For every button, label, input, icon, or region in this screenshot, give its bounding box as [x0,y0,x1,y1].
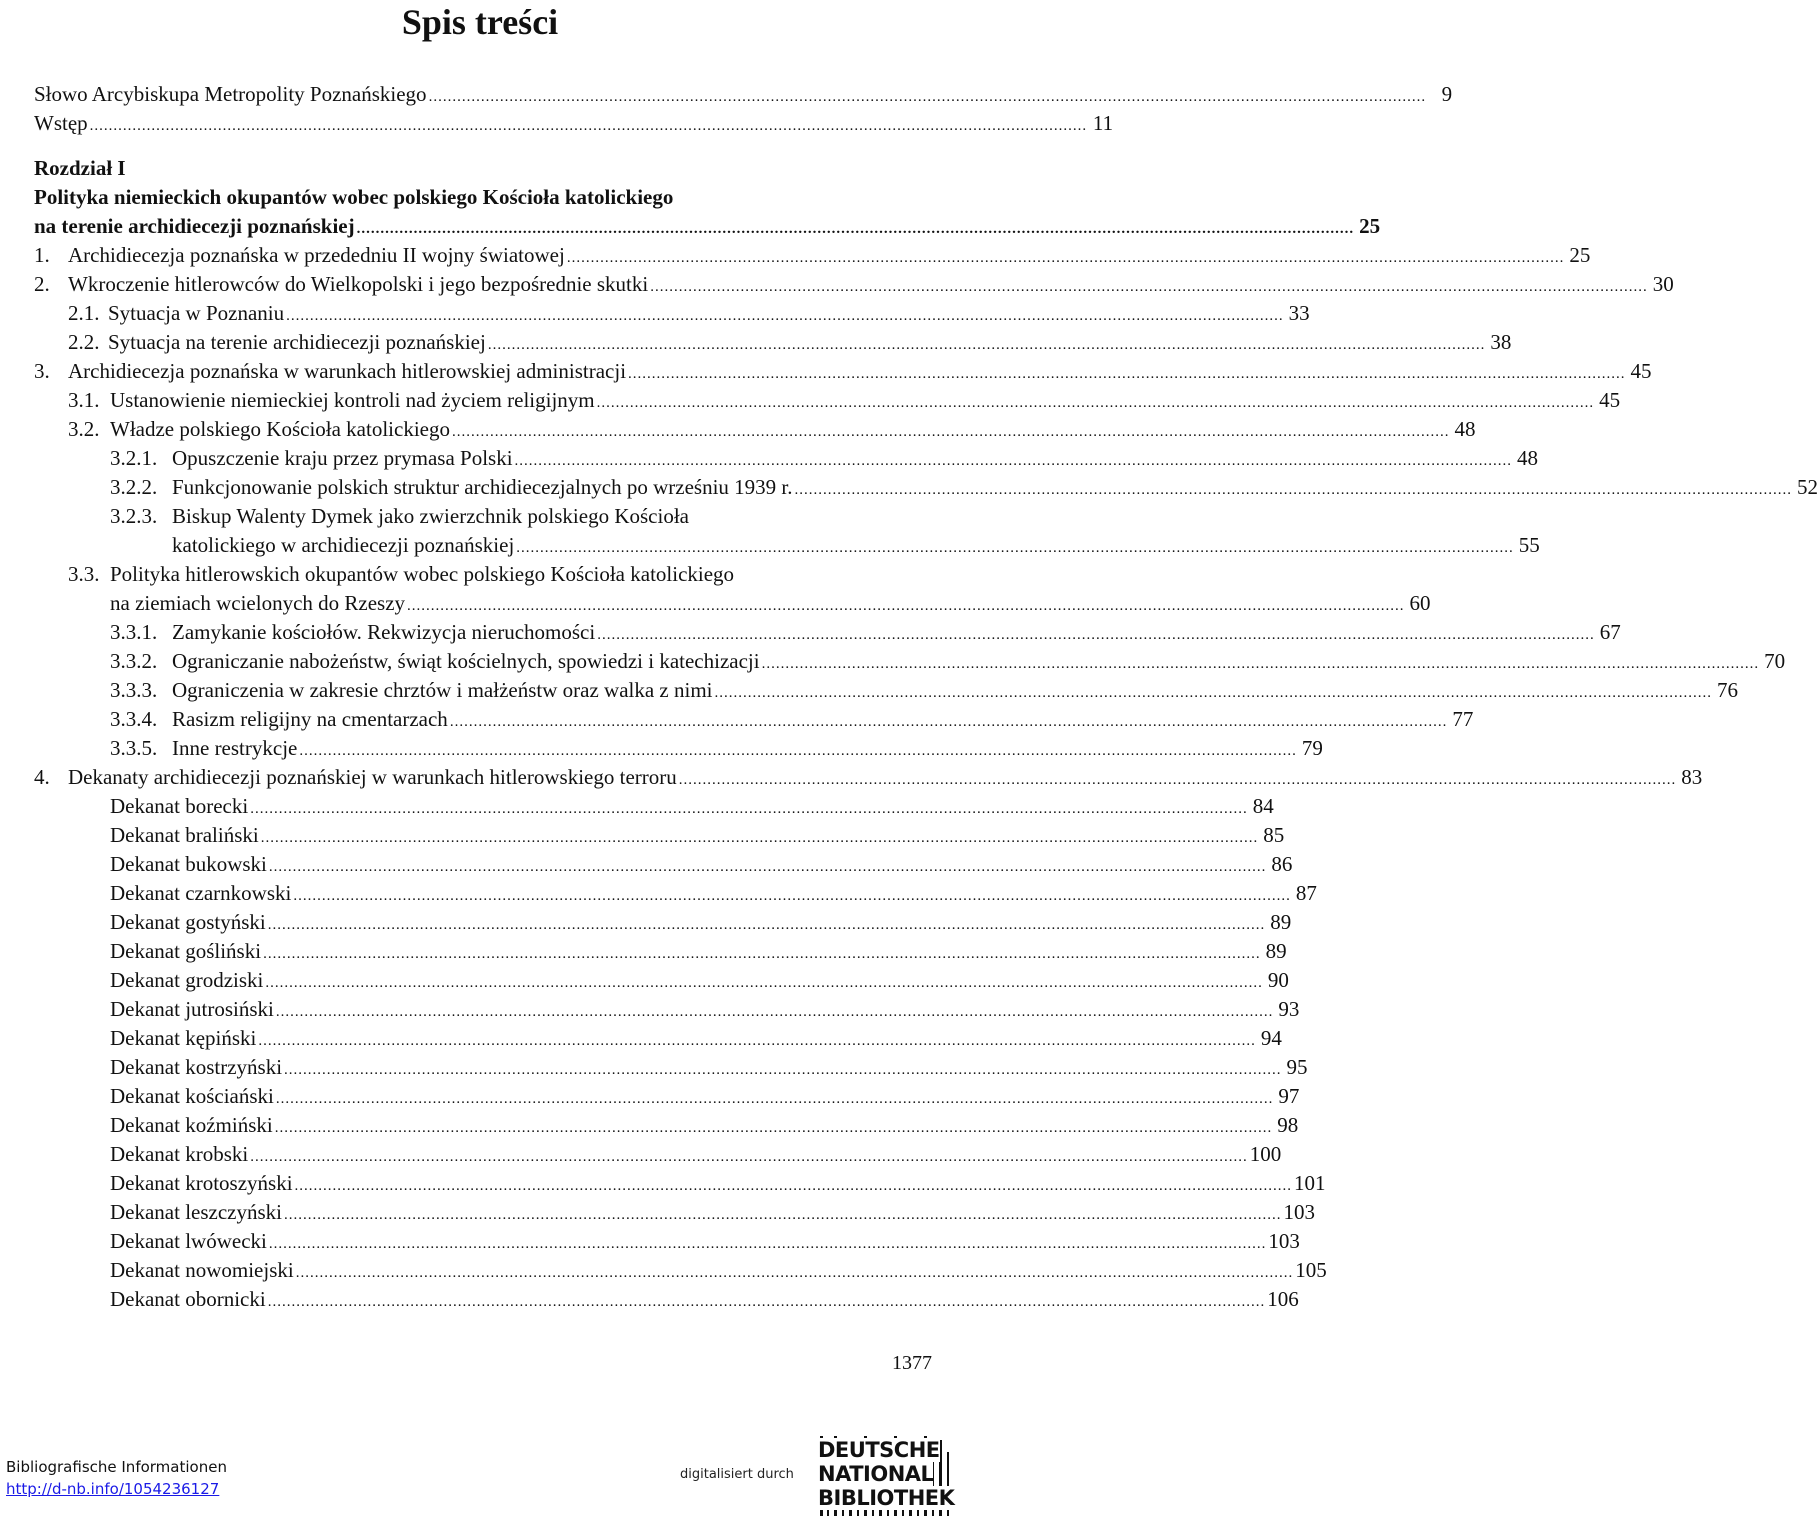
toc-entry [34,80,1453,109]
toc-dot-leader [286,302,1284,331]
toc-entry-page: 11 [1092,111,1114,135]
toc-entry-number: 2.2. [68,330,100,354]
toc-entry [34,1024,1282,1053]
toc-entry-title: Dekanaty archidiecezji poznańskiej w warunkach hitlerowskiego terroru [68,765,677,789]
toc-entry-title: Polityka niemieckich okupantów wobec polskiego Kościoła katolickiego [34,185,674,209]
toc-entry-title: Dekanat jutrosiński [110,997,274,1021]
toc-entry-page: 100 [1249,1142,1282,1166]
toc-dot-leader [407,592,1405,621]
toc-entry-page: 60 [1409,591,1431,615]
toc-entry [34,531,1540,560]
toc-entry-page: 48 [1454,417,1476,441]
toc-dot-leader [90,112,1088,141]
dnb-logo-line-3: BIBLIOTHEK [818,1486,955,1510]
toc-entry-number: 3.3.1. [110,620,158,644]
toc-entry-title: Sytuacja w Poznaniu [108,301,285,325]
toc-entry [34,415,1476,444]
toc-entry-title: Dekanat kościański [110,1084,274,1108]
toc-entry [34,109,1114,138]
toc-entry [34,821,1285,850]
toc-entry-title: Ograniczanie nabożeństw, świąt kościelnych, spowiedzi i katechizacji [172,649,760,673]
toc-entry [34,444,1539,473]
bibliographic-info [6,1456,227,1500]
dnb-logo-line-1: DEUTSCHE [818,1438,940,1462]
toc-entry-number: 3.3. [68,562,100,586]
toc-dot-leader [515,447,1513,476]
toc-dot-leader [263,940,1261,969]
toc-entry-number: 1. [34,243,50,267]
toc-entry [34,879,1317,908]
biblio-link[interactable]: http://d-nb.info/1054236127 [6,1480,220,1498]
toc-entry [34,154,924,183]
toc-entry-number: 3.3.2. [110,649,158,673]
toc-entry-page: 77 [1452,707,1474,731]
toc-entry-title: Dekanat braliński [110,823,259,847]
toc-entry-number: 3.1. [68,388,100,412]
toc-entry-page: 83 [1681,765,1703,789]
toc-entry [34,618,1621,647]
toc-entry-page: 86 [1271,852,1293,876]
biblio-label: Bibliografische Informationen [6,1458,227,1476]
toc-dot-leader [261,824,1259,853]
toc-entry-title: Rasizm religijny na cmentarzach [172,707,448,731]
toc-entry [34,1198,1316,1227]
toc-entry-number: 2.1. [68,301,100,325]
toc-entry-title: Inne restrykcje [172,736,298,760]
toc-entry [34,647,1786,676]
toc-entry-page: 84 [1252,794,1274,818]
toc-entry-number: 2. [34,272,50,296]
toc-entry [34,357,1652,386]
dnb-logo [818,1436,954,1516]
toc-dot-leader [269,1230,1267,1259]
toc-dot-leader [650,273,1648,302]
toc-entry-page: 25 [1569,243,1591,267]
toc-dot-leader [795,476,1793,505]
toc-entry-number: 3.3.5. [110,736,158,760]
toc-entry-title: Opuszczenie kraju przez prymasa Polski [172,446,513,470]
toc-entry-title: Archidiecezja poznańska w warunkach hitlerowskiej administracji [68,359,627,383]
toc-entry-title: Rozdział I [34,156,126,180]
toc-dot-leader [250,795,1248,824]
toc-entry-page: 106 [1267,1287,1299,1311]
toc-entry-title: Dekanat leszczyński [110,1200,283,1224]
toc-entry [34,502,924,531]
toc-entry [34,1111,1299,1140]
toc-entry-page: 79 [1301,736,1323,760]
toc-entry-title: katolickiego w archidiecezji poznańskiej [172,533,515,557]
toc-entry-title: Archidiecezja poznańska w przededniu II wojny światowej [68,243,565,267]
toc-entry-page: 85 [1263,823,1285,847]
toc-entry-page: 9 [1441,82,1453,106]
toc-entry-number: 3.2.3. [110,504,158,528]
toc-dot-leader [284,1056,1282,1085]
toc-entry [34,560,924,589]
toc-entry [34,792,1274,821]
toc-entry-page: 33 [1288,301,1310,325]
toc-entry-page: 38 [1490,330,1512,354]
toc-entry-number: 3.2. [68,417,100,441]
toc-entry-page: 98 [1277,1113,1299,1137]
toc-entry-title: na ziemiach wcielonych do Rzeszy [110,591,406,615]
toc-dot-leader [762,650,1760,679]
dnb-logo-line-2: NATIONAL [818,1462,934,1486]
toc-entry-title: Dekanat nowomiejski [110,1258,294,1282]
toc-entry-number: 3.2.2. [110,475,158,499]
toc-dot-leader [265,969,1263,998]
toc-entry-number: 3. [34,359,50,383]
toc-entry [34,1285,1299,1314]
toc-entry-title: Słowo Arcybiskupa Metropolity Poznańskiego [34,82,427,106]
toc-entry-title: Ograniczenia w zakresie chrztów i małżeństw oraz walka z nimi [172,678,713,702]
toc-dot-leader [268,1288,1266,1317]
dnb-logo-text [818,1438,954,1510]
toc-entry-title: Dekanat czarnkowski [110,881,292,905]
toc-dot-leader [597,621,1595,650]
toc-dot-leader [450,708,1448,737]
toc-dot-leader [628,360,1626,389]
toc-entry [34,1053,1308,1082]
toc-entry-title: Polityka hitlerowskich okupantów wobec polskiego Kościoła katolickiego [110,562,735,586]
toc-entry-number: 3.3.3. [110,678,158,702]
toc-entry-number: 4. [34,765,50,789]
toc-entry-title: Dekanat koźmiński [110,1113,273,1137]
toc-dot-leader [567,244,1565,273]
toc-entry-page: 45 [1630,359,1652,383]
toc-entry-number: 3.2.1. [110,446,158,470]
toc-entry-title: Ustanowienie niemieckiej kontroli nad życiem religijnym [110,388,595,412]
toc-entry [34,299,1310,328]
toc-entry [34,589,1431,618]
toc-entry-page: 52 [1797,475,1818,499]
toc-dot-leader [268,911,1266,940]
toc-dot-leader [296,1259,1294,1288]
toc-entry-page: 89 [1270,910,1292,934]
toc-entry [34,1227,1300,1256]
toc-entry [34,850,1293,879]
toc-entry-page: 103 [1268,1229,1300,1253]
toc-entry [34,328,1512,357]
toc-dot-leader [299,737,1297,766]
toc-entry [34,386,1621,415]
toc-entry-page: 101 [1294,1171,1326,1195]
toc-entry [34,1169,1326,1198]
toc-entry-title: Władze polskiego Kościoła katolickiego [110,417,450,441]
toc-entry-page: 30 [1652,272,1674,296]
toc-entry [34,473,1818,502]
toc-entry [34,212,1381,241]
toc-entry-page: 87 [1295,881,1317,905]
toc-entry [34,763,1703,792]
toc-entry-title: Biskup Walenty Dymek jako zwierzchnik polskiego Kościoła [172,504,689,528]
toc-entry-title: Wkroczenie hitlerowców do Wielkopolski i jego bezpośrednie skutki [68,272,649,296]
toc-entry-page: 103 [1283,1200,1316,1224]
toc-entry [34,734,1323,763]
toc-entry [34,966,1289,995]
toc-dot-leader [429,83,1427,112]
toc-entry [34,676,1739,705]
toc-dot-leader [295,1172,1293,1201]
toc-entry-title: Dekanat borecki [110,794,249,818]
toc-entry [34,270,1674,299]
toc-entry [34,1082,1300,1111]
toc-dot-leader [258,1027,1256,1056]
toc-entry-title: Sytuacja na terenie archidiecezji poznańskiej [108,330,486,354]
toc-entry-page: 67 [1599,620,1621,644]
toc-dot-leader [293,882,1291,911]
toc-entry-title: Dekanat krobski [110,1142,249,1166]
toc-entry-title: Wstęp [34,111,88,135]
toc-dot-leader [597,389,1595,418]
toc-entry-title: Dekanat gostyński [110,910,266,934]
toc-entry [34,908,1292,937]
toc-dot-leader [276,998,1274,1027]
page-title: Spis treści [401,2,559,42]
toc-dot-leader [357,215,1355,244]
toc-dot-leader [715,679,1713,708]
toc-entry [34,1140,1282,1169]
digitized-by-label: digitalisiert durch [680,1467,794,1482]
toc-entry-page: 94 [1260,1026,1282,1050]
page-number: 1377 [892,1352,932,1374]
toc-entry-page: 70 [1764,649,1786,673]
toc-entry [34,937,1287,966]
toc-entry-page: 89 [1265,939,1287,963]
toc-dot-leader [275,1114,1273,1143]
toc-entry-page: 93 [1278,997,1300,1021]
toc-entry-number: 3.3.4. [110,707,158,731]
toc-entry-page: 90 [1267,968,1289,992]
toc-entry-page: 55 [1518,533,1540,557]
toc-entry-page: 48 [1517,446,1539,470]
toc-entry [34,995,1300,1024]
toc-entry-title: Dekanat grodziski [110,968,264,992]
toc-dot-leader [284,1201,1282,1230]
toc-dot-leader [679,766,1677,795]
toc-dot-leader [250,1143,1248,1172]
toc-dot-leader [269,853,1267,882]
toc-dot-leader [452,418,1450,447]
toc-entry [34,1256,1327,1285]
toc-entry-page: 76 [1717,678,1739,702]
toc-entry-title: Dekanat lwówecki [110,1229,267,1253]
toc-entry [34,705,1474,734]
toc-entry [34,183,924,212]
toc-entry-title: Dekanat kępiński [110,1026,257,1050]
toc-entry-title: Dekanat bukowski [110,852,267,876]
toc-entry [34,241,1591,270]
toc-entry-page: 45 [1599,388,1621,412]
toc-entry-title: Funkcjonowanie polskich struktur archidiecezjalnych po wrześniu 1939 r. [172,475,793,499]
toc-dot-leader [516,534,1514,563]
toc-dot-leader [488,331,1486,360]
toc-entry-title: Dekanat krotoszyński [110,1171,293,1195]
toc-entry-title: na terenie archidiecezji poznańskiej [34,214,355,238]
toc-entry-title: Dekanat gośliński [110,939,262,963]
table-of-contents [34,80,1818,1314]
toc-dot-leader [276,1085,1274,1114]
toc-entry-page: 95 [1286,1055,1308,1079]
toc-entry-title: Dekanat kostrzyński [110,1055,283,1079]
toc-entry-page: 25 [1359,214,1381,238]
toc-entry-page: 105 [1295,1258,1327,1282]
toc-entry-title: Dekanat obornicki [110,1287,266,1311]
toc-entry-page: 97 [1278,1084,1300,1108]
toc-entry-title: Zamykanie kościołów. Rekwizycja nieruchomości [172,620,596,644]
